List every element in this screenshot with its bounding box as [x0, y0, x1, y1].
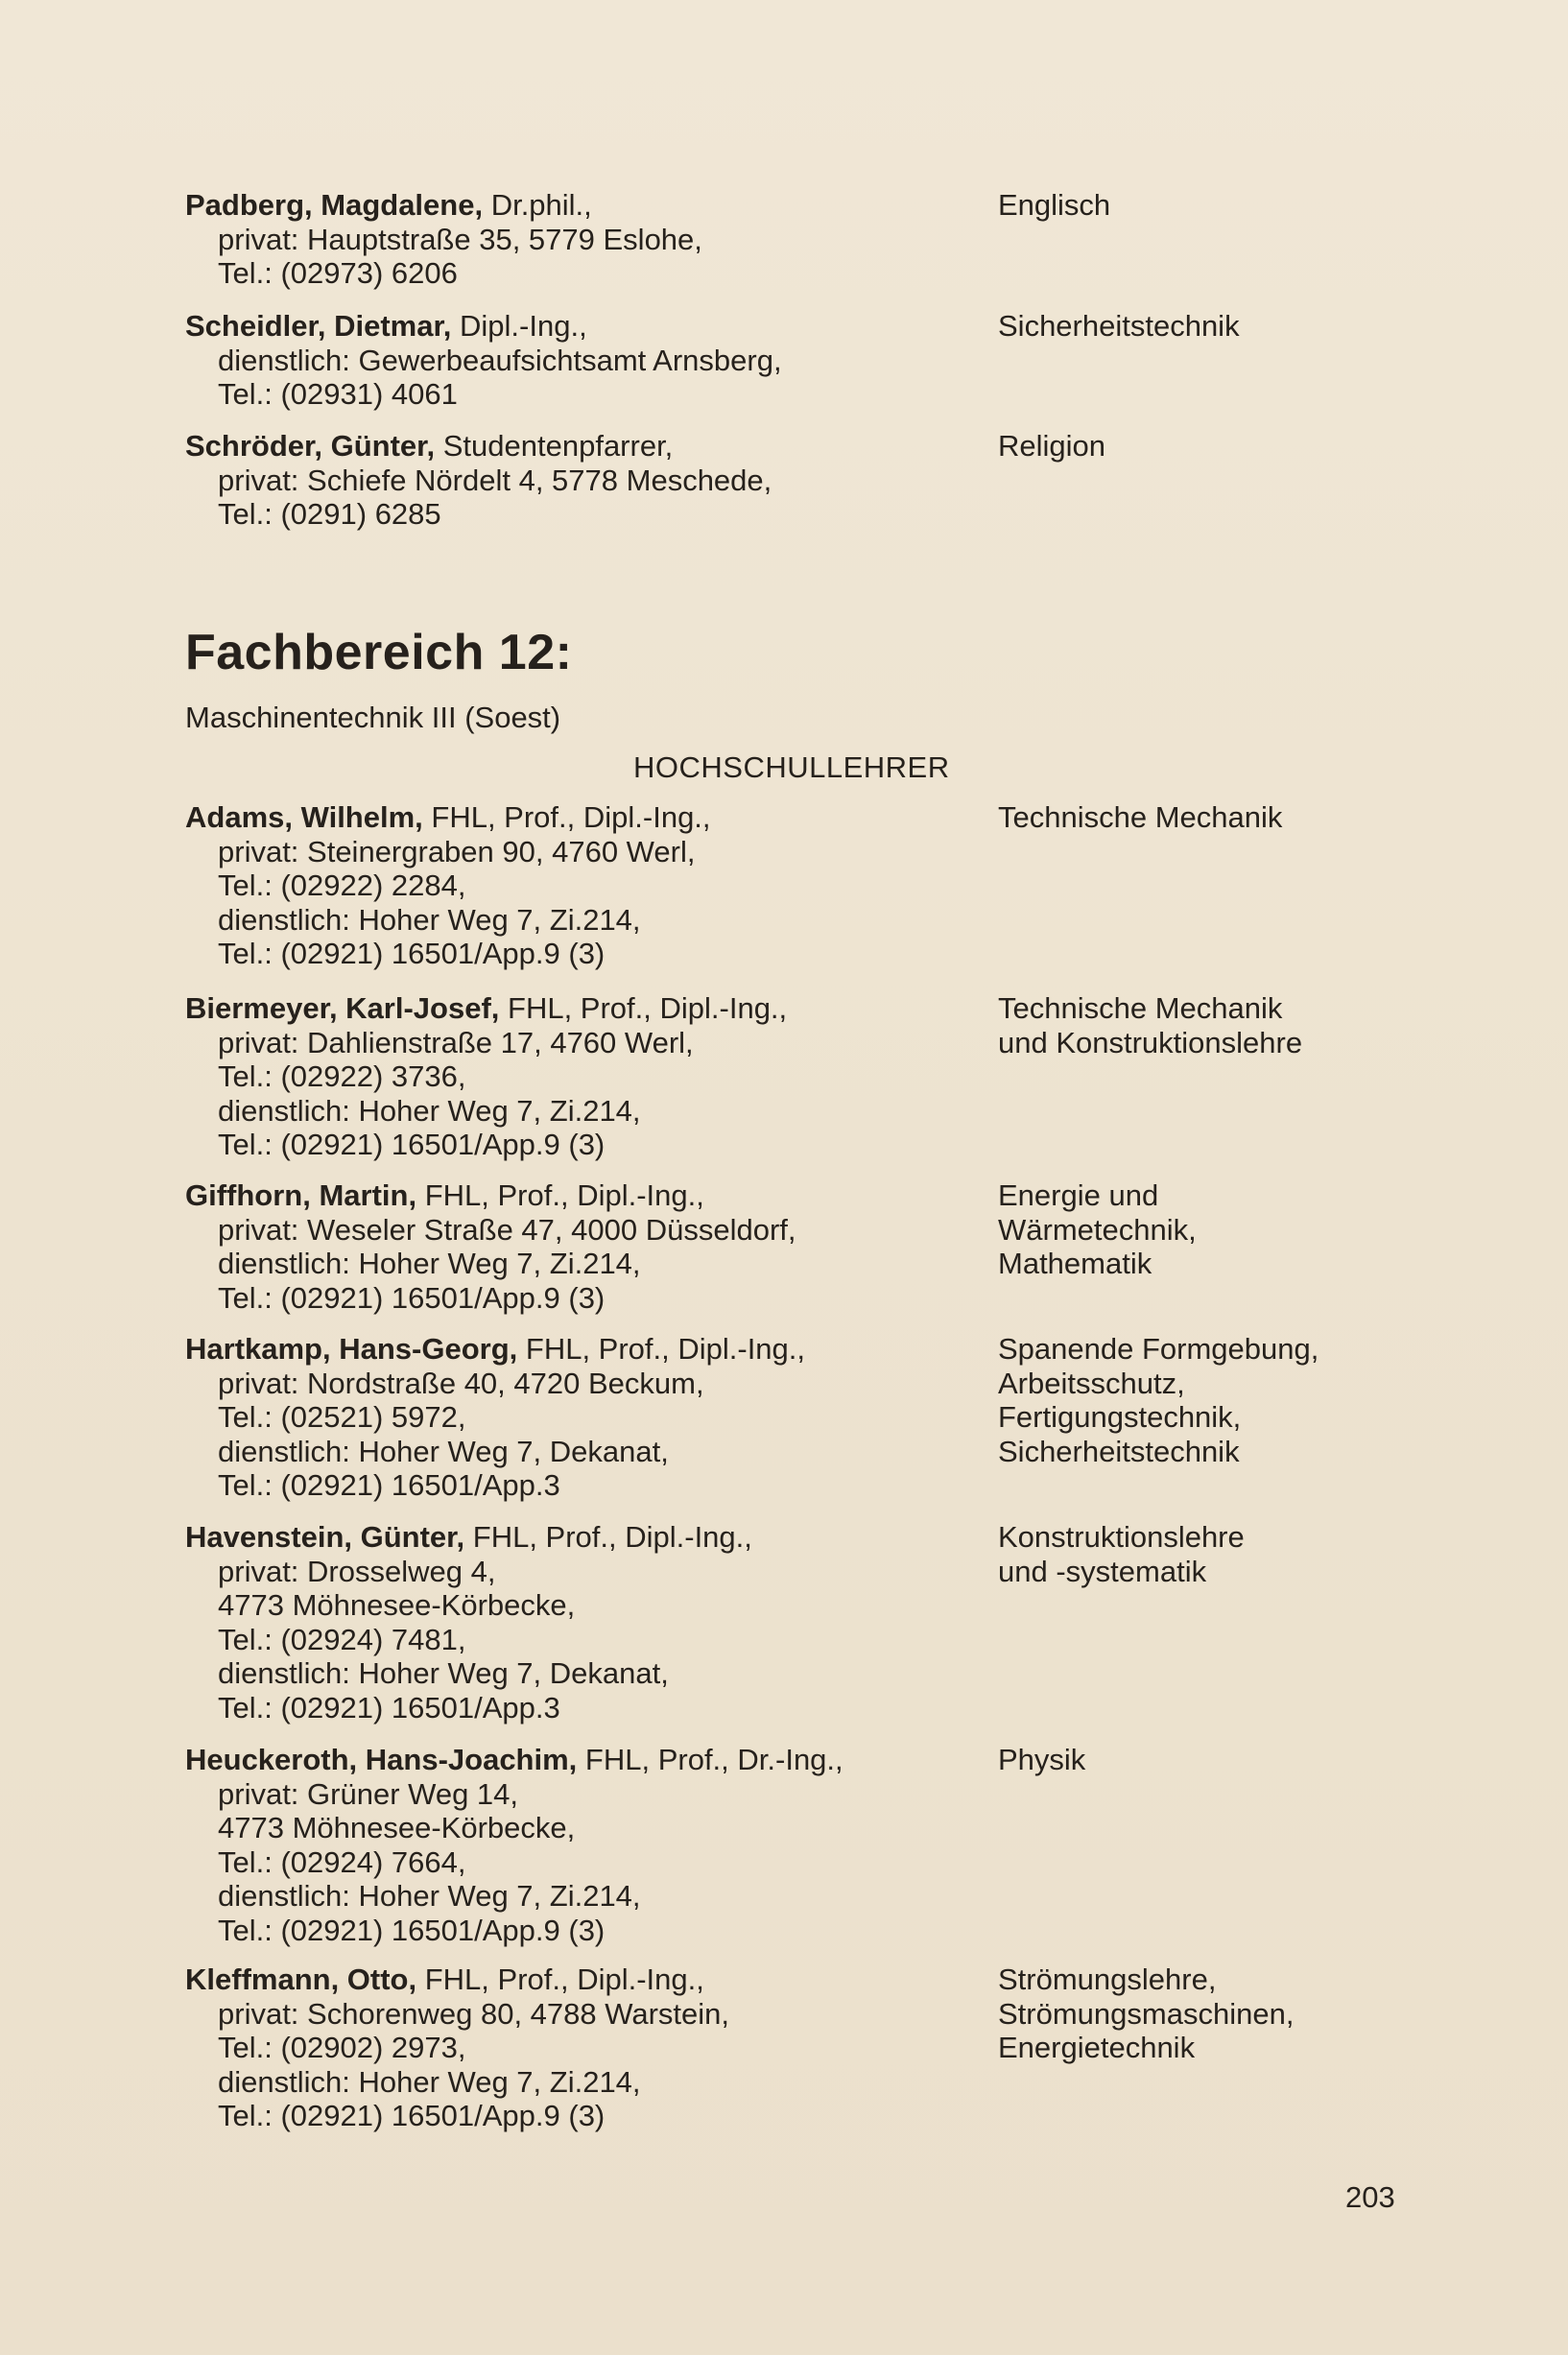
entry-line: Tel.: (02921) 16501/App.9 (3) [218, 1128, 606, 1161]
subject-adams [998, 800, 1535, 835]
subject-line: Spanende Formgebung, [998, 1332, 1319, 1366]
entry-line: dienstlich: Gewerbeaufsichtsamt Arnsberg, [218, 343, 782, 377]
subject-line: Sicherheitstechnik [998, 309, 1240, 343]
entry-header [185, 800, 991, 835]
subject-line: Energie und [998, 1178, 1159, 1212]
entry-line: dienstlich: Hoher Weg 7, Dekanat, [218, 1434, 669, 1468]
entry-line: dienstlich: Hoher Weg 7, Zi.214, [218, 1879, 641, 1913]
entry-name: Adams, Wilhelm, [185, 800, 423, 834]
section-subheading: Maschinentechnik III (Soest) [185, 701, 561, 734]
subject-line: Technische Mechanik [998, 991, 1283, 1025]
section-heading: Fachbereich 12: [185, 625, 573, 680]
entry-line: 4773 Möhnesee-Körbecke, [218, 1811, 576, 1844]
entry-name: Hartkamp, Hans-Georg, [185, 1332, 518, 1366]
entry-giffhorn [185, 1178, 991, 1315]
entry-line: Tel.: (02902) 2973, [218, 2031, 466, 2064]
entry-biermeyer [185, 991, 991, 1162]
entry-line: Tel.: (02931) 4061 [218, 377, 458, 411]
entry-line: Tel.: (02922) 2284, [218, 868, 466, 902]
subject-line: Sicherheitstechnik [998, 1434, 1240, 1468]
entry-line: Tel.: (02973) 6206 [218, 256, 458, 290]
entry-header [185, 991, 991, 1026]
subject-line: und Konstruktionslehre [998, 1025, 1303, 1059]
entry-name: Biermeyer, Karl-Josef, [185, 991, 500, 1025]
entry-name: Giffhorn, Martin, [185, 1178, 417, 1212]
entry-line: Tel.: (02921) 16501/App.9 (3) [218, 1913, 606, 1947]
entry-line: Tel.: (02922) 3736, [218, 1059, 466, 1093]
subject-line: Arbeitsschutz, [998, 1366, 1185, 1400]
entry-kleffmann [185, 1962, 991, 2133]
entry-line: privat: Drosselweg 4, [218, 1554, 496, 1588]
subject-line: Physik [998, 1743, 1086, 1776]
subject-havenstein [998, 1520, 1535, 1588]
entry-line: Tel.: (02924) 7664, [218, 1844, 466, 1879]
subject-line: Wärmetechnik, [998, 1212, 1197, 1247]
entry-name: Heuckeroth, Hans-Joachim, [185, 1743, 578, 1776]
entry-name: Scheidler, Dietmar, [185, 309, 452, 343]
subject-line: Fertigungstechnik, [998, 1400, 1242, 1434]
entry-line: 4773 Möhnesee-Körbecke, [218, 1588, 576, 1622]
subject-schroeder [998, 429, 1535, 464]
entry-hartkamp [185, 1332, 991, 1503]
entry-line: Tel.: (02921) 16501/App.9 (3) [218, 1280, 606, 1315]
entry-title: Studentenpfarrer, [435, 429, 674, 463]
page-number: 203 [1345, 2180, 1395, 2214]
entry-line: privat: Dahlienstraße 17, 4760 Werl, [218, 1025, 694, 1059]
entry-header [185, 429, 991, 464]
subject-padberg [998, 188, 1535, 223]
entry-header [185, 1743, 991, 1777]
entry-schroeder [185, 429, 991, 532]
subject-line: Strömungslehre, [998, 1962, 1217, 1996]
entry-title: Dr.phil., [483, 188, 592, 222]
entry-line: Tel.: (02521) 5972, [218, 1400, 466, 1434]
subject-line: Englisch [998, 188, 1111, 222]
entry-header [185, 309, 991, 344]
entry-title: FHL, Prof., Dr.-Ing., [577, 1743, 843, 1776]
entry-name: Schröder, Günter, [185, 429, 436, 463]
entry-line: privat: Hauptstraße 35, 5779 Eslohe, [218, 222, 702, 256]
entry-line: privat: Weseler Straße 47, 4000 Düsseldorf, [218, 1212, 796, 1247]
entry-line: privat: Schorenweg 80, 4788 Warstein, [218, 1996, 730, 2031]
entry-line: Tel.: (02921) 16501/App.3 [218, 1690, 560, 1725]
subject-scheidler [998, 309, 1535, 344]
entry-havenstein [185, 1520, 991, 1725]
subject-line: und -systematik [998, 1554, 1207, 1588]
entry-line: Tel.: (02921) 16501/App.9 (3) [218, 937, 606, 970]
entry-line: privat: Schiefe Nördelt 4, 5778 Meschede, [218, 463, 772, 497]
entry-title: FHL, Prof., Dipl.-Ing., [499, 991, 788, 1025]
entry-name: Kleffmann, Otto, [185, 1962, 417, 1996]
entry-header [185, 1520, 991, 1555]
subject-line: Strömungsmaschinen, [998, 1996, 1295, 2031]
entry-line: Tel.: (02924) 7481, [218, 1622, 466, 1656]
subject-giffhorn [998, 1178, 1535, 1281]
section-label: HOCHSCHULLEHRER [633, 750, 950, 784]
entry-header [185, 1178, 991, 1213]
entry-title: Dipl.-Ing., [451, 309, 587, 343]
entry-line: privat: Nordstraße 40, 4720 Beckum, [218, 1366, 704, 1400]
subject-line: Religion [998, 429, 1106, 463]
entry-name: Padberg, Magdalene, [185, 188, 484, 222]
entry-line: privat: Steinergraben 90, 4760 Werl, [218, 834, 696, 868]
entry-title: FHL, Prof., Dipl.-Ing., [416, 1962, 704, 1996]
entry-title: FHL, Prof., Dipl.-Ing., [416, 1178, 704, 1212]
entry-title: FHL, Prof., Dipl.-Ing., [464, 1520, 752, 1554]
entry-header [185, 1332, 991, 1367]
subject-biermeyer [998, 991, 1535, 1059]
entry-line: Tel.: (02921) 16501/App.3 [218, 1468, 560, 1502]
entry-line: privat: Grüner Weg 14, [218, 1776, 519, 1811]
entry-line: dienstlich: Hoher Weg 7, Zi.214, [218, 2064, 641, 2099]
subject-line: Konstruktionslehre [998, 1520, 1245, 1554]
entry-line: dienstlich: Hoher Weg 7, Zi.214, [218, 902, 641, 937]
entry-title: FHL, Prof., Dipl.-Ing., [517, 1332, 806, 1366]
entry-line: Tel.: (0291) 6285 [218, 497, 441, 531]
entry-name: Havenstein, Günter, [185, 1520, 465, 1554]
entry-adams [185, 800, 991, 971]
entry-title: FHL, Prof., Dipl.-Ing., [422, 800, 711, 834]
entry-header [185, 188, 991, 223]
entry-padberg [185, 188, 991, 291]
subject-hartkamp [998, 1332, 1535, 1468]
subject-heuckeroth [998, 1743, 1535, 1777]
subject-line: Technische Mechanik [998, 800, 1283, 834]
subject-line: Energietechnik [998, 2031, 1196, 2064]
entry-line: dienstlich: Hoher Weg 7, Zi.214, [218, 1093, 641, 1128]
entry-line: Tel.: (02921) 16501/App.9 (3) [218, 2099, 606, 2132]
subject-line: Mathematik [998, 1247, 1152, 1280]
subject-kleffmann [998, 1962, 1535, 2065]
entry-scheidler [185, 309, 991, 412]
entry-line: dienstlich: Hoher Weg 7, Dekanat, [218, 1656, 669, 1690]
entry-heuckeroth [185, 1743, 991, 1947]
entry-header [185, 1962, 991, 1997]
entry-line: dienstlich: Hoher Weg 7, Zi.214, [218, 1247, 641, 1280]
